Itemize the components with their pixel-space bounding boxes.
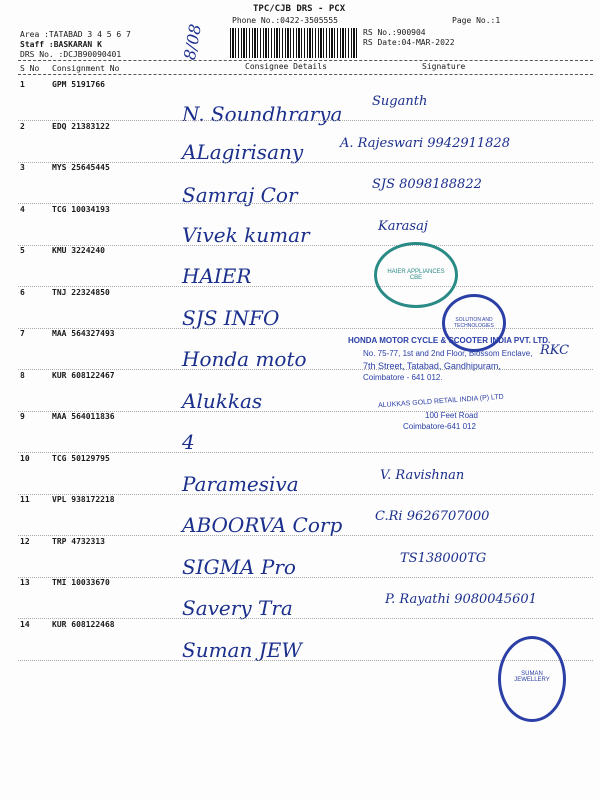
page-number: Page No.:1	[452, 16, 501, 25]
row-divider	[18, 120, 593, 121]
row-sno: 8	[20, 371, 25, 380]
sjs-stamp: SOLUTION AND TECHNOLOGIES	[442, 294, 506, 352]
row-consignment-no: TRP 4732313	[52, 537, 105, 546]
barcode	[230, 28, 358, 58]
row-consignee-handwritten: ABOORVA Corp	[182, 513, 343, 537]
handwritten-mark: 8/08	[180, 22, 205, 62]
header-divider-bottom	[18, 74, 593, 75]
staff-label: Staff :BASKARAN K	[20, 40, 102, 49]
row-sno: 11	[20, 495, 30, 504]
phone-number: Phone No.:0422-3505555	[232, 16, 338, 25]
col-sno: S No	[20, 64, 40, 73]
row-consignment-no: KUR 608122468	[52, 620, 115, 629]
honda-stamp-line3: 7th Street, Tatabad, Gandhipuram,	[363, 361, 501, 371]
row-sno: 4	[20, 205, 25, 214]
row-sno: 6	[20, 288, 25, 297]
row-consignment-no: KMU 3224240	[52, 246, 105, 255]
row-sno: 1	[20, 80, 25, 89]
alukkas-stamp-line2: 100 Feet Road	[425, 411, 478, 420]
row-consignee-handwritten: ALagirisany	[182, 140, 304, 164]
row-sno: 13	[20, 578, 30, 587]
row-signature: Suganth	[372, 94, 428, 109]
honda-stamp-line2: No. 75-77, 1st and 2nd Floor, Blossom Enclave,	[363, 349, 533, 358]
row-sno: 2	[20, 122, 25, 131]
row-consignment-no: MAA 564011836	[52, 412, 115, 421]
alukkas-stamp-line3: Coimbatore-641 012	[403, 422, 476, 431]
row-divider	[18, 203, 593, 204]
row-consignment-no: TCG 10034193	[52, 205, 110, 214]
row-consignment-no: EDQ 21383122	[52, 122, 110, 131]
row-consignment-no: MAA 564327493	[52, 329, 115, 338]
row-divider	[18, 369, 593, 370]
row-divider	[18, 452, 593, 453]
row-consignee-handwritten: SJS INFO	[182, 306, 280, 330]
row-sno: 3	[20, 163, 25, 172]
row-signature: TS138000TG	[400, 551, 487, 566]
row-consignee-handwritten: Vivek kumar	[182, 223, 310, 247]
row-sno: 5	[20, 246, 25, 255]
sheet-title: TPC/CJB DRS - PCX	[253, 4, 346, 14]
row-sno: 10	[20, 454, 30, 463]
header-divider-top	[18, 60, 593, 61]
row-consignee-handwritten: Alukkas	[182, 389, 263, 413]
row-consignee-handwritten: Suman JEW	[182, 638, 302, 662]
row-consignee-handwritten: Savery Tra	[182, 596, 293, 620]
row-consignee-handwritten: HAIER	[182, 264, 252, 288]
row-signature: P. Rayathi 9080045601	[385, 592, 537, 607]
row-sno: 9	[20, 412, 25, 421]
row-signature: RKC	[540, 343, 570, 358]
row-signature: A. Rajeswari 9942911828	[340, 136, 510, 151]
row-sno: 14	[20, 620, 30, 629]
drs-number: DRS No. :DCJB90090401	[20, 50, 122, 59]
row-divider	[18, 535, 593, 536]
rs-number: RS No.:900904	[363, 28, 426, 37]
area-label: Area :TATABAD 3 4 5 6 7	[20, 30, 131, 39]
rs-date: RS Date:04-MAR-2022	[363, 38, 455, 47]
row-sno: 12	[20, 537, 30, 546]
row-consignment-no: MYS 25645445	[52, 163, 110, 172]
col-signature: Signature	[422, 62, 466, 71]
suman-stamp: SUMAN JEWELLERY	[498, 636, 566, 722]
row-consignment-no: GPM 5191766	[52, 80, 105, 89]
honda-stamp-line1: HONDA MOTOR CYCLE & SCOOTER INDIA PVT. LTD.	[348, 336, 551, 345]
honda-stamp-line4: Coimbatore - 641 012.	[363, 373, 443, 382]
alukkas-stamp-line1: ALUKKAS GOLD RETAIL INDIA (P) LTD	[377, 393, 504, 410]
row-signature: C.Ri 9626707000	[375, 509, 490, 524]
row-consignment-no: KUR 608122467	[52, 371, 115, 380]
col-consignment: Consignment No	[52, 64, 120, 73]
row-consignee-handwritten: Honda moto	[182, 347, 307, 371]
row-signature: Karasaj	[378, 219, 428, 234]
row-consignment-no: TNJ 22324850	[52, 288, 110, 297]
row-consignment-no: TCG 50129795	[52, 454, 110, 463]
row-consignment-no: VPL 938172218	[52, 495, 115, 504]
row-consignee-handwritten: SIGMA Pro	[182, 555, 296, 579]
row-consignee-handwritten: 4	[182, 430, 195, 454]
row-signature: V. Ravishnan	[380, 468, 465, 483]
row-consignment-no: TMI 10033670	[52, 578, 110, 587]
row-divider	[18, 618, 593, 619]
row-divider	[18, 286, 593, 287]
row-consignee-handwritten: Paramesiva	[182, 472, 299, 496]
row-signature: SJS 8098188822	[372, 177, 482, 192]
row-consignee-handwritten: N. Soundhrarya	[182, 102, 343, 126]
row-sno: 7	[20, 329, 25, 338]
col-consignee: Consignee Details	[245, 62, 327, 71]
haier-stamp: HAIER APPLIANCES CBE	[374, 242, 458, 308]
row-consignee-handwritten: Samraj Cor	[182, 183, 298, 207]
